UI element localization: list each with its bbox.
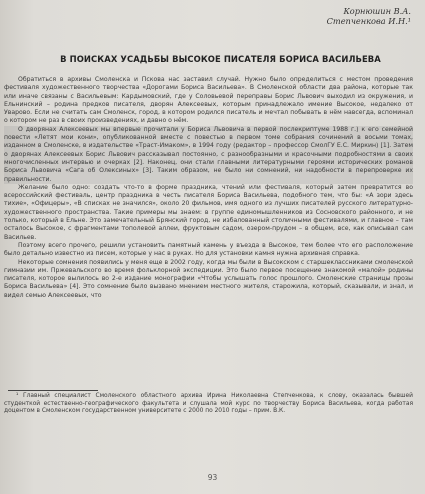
footnote: ¹ Главный специалист Смоленского областного архива Ирина Николаевна Степченкова, к слову, оказалась бывшей студенткой естественно-географического факультета и слушала мой курс по творчеству Бориса Васильева, когда работая доцентом в Смоленском государственном университете с 2000 по 2010 годы – прим. В.К. xyxy=(4,393,413,415)
footnote-divider xyxy=(8,390,98,391)
authors-block xyxy=(251,6,411,26)
author-name: Степченкова И.Н.¹ xyxy=(326,16,411,26)
article-title: В ПОИСКАХ УСАДЬБЫ ВЫСОКОЕ ПИСАТЕЛЯ БОРИСА ВАСИЛЬЕВА xyxy=(60,54,381,64)
page-number: 93 xyxy=(207,473,218,482)
author-name: Корнюшин В.А. xyxy=(343,6,411,16)
paragraph: Обратиться в архивы Смоленска и Пскова нас заставил случай. Нужно было определиться с местом проведения фестиваля художественного творчества «Дорогами Бориса Васильева». В Смоленской области два района, которые так или иначе связаны с Васильевым: Кардымовский, где у Соловьевой переправы Борис Львович выходил из окружения, и Ельнинский – родина предков писателя, дворян Алексеевых, которым принадлежало имение Высокое, недалеко от Уварово. Если не считать сам Смоленск, город, в котором родился писатель и мечтал побывать в нём навсегда, вспоминал о котором не раз в своих произведениях, и давно о нём. xyxy=(4,76,413,125)
paragraph: Некоторые сомнения появились у меня еще в 2002 году, когда мы были в Высокском с старшеклассниками смоленской гимназии им. Пржевальского во время фольклорной экспедиции. Это было первое посещение знакомой «малой» родины писателя, которое вылилось во 2-е издание монографии «Чтобы услышать голос прошлого. Смоленские страницы прозы Бориса Васильева» [4]. Это сомнение было вызвано мнением местного жителя, старожила, который, сказывали, и знал, и видел семью Алексеевых, что xyxy=(4,258,413,299)
paragraph: Поэтому всего прочего, решили установить памятный камень у въезда в Высокое, тем более что его расположение было детально известно из писем, которые у нас в руках. Но для установки камня нужна архивная справка. xyxy=(4,241,413,258)
paragraph: О дворянах Алексеевых мы впервые прочитали у Бориса Львовича в первой послекриптуме 1988 г.) к его семейной повести «Летят мои кони», опубликованной вместе с повестью в первом томе собрания сочинений в восьми томах, изданном в Смоленске, в издательстве «Траст-Имаком», в 1994 году (редактор – профессор СмолГУ Е.С. Миркин) [1]. Затем о дворянах Алексеевых Борис Львович рассказывал постоянно, с разнообразными и красочными подробностями в своих многочисленных интервью и очерках [2]. Наконец, они стали главными литературными героями исторических романов Бориса Львовича «Сага об Олексиных» [3]. Таким образом, не было ни сомнений, ни надобности в перепроверке их правильности. xyxy=(4,125,413,183)
article-body xyxy=(4,76,413,300)
paragraph: Желание было одно: создать что-то в форме праздника, чтений или фестиваля, который затем превратится во всероссийский фестиваль, центр праздника в честь писателя Бориса Васильева, подобного тем, что бы: «А зори здесь тихие», «Офицеры», «В списках не значился», около 20 фильмов, имя одного из лучших писателей русского литературно-художественного пространства. Такие примеры мы знаем: в группе единомышленников из Сосновского районного, и не только, который в Ельне. Это замечательный Брянский город, не избалованный столичными фестивалями, и главное – там осталось Высокое, с фрагментами тополевой аллеи, фруктовым садом, озером-прудом – в общем, все, как описывал сам Васильев. xyxy=(4,183,413,241)
